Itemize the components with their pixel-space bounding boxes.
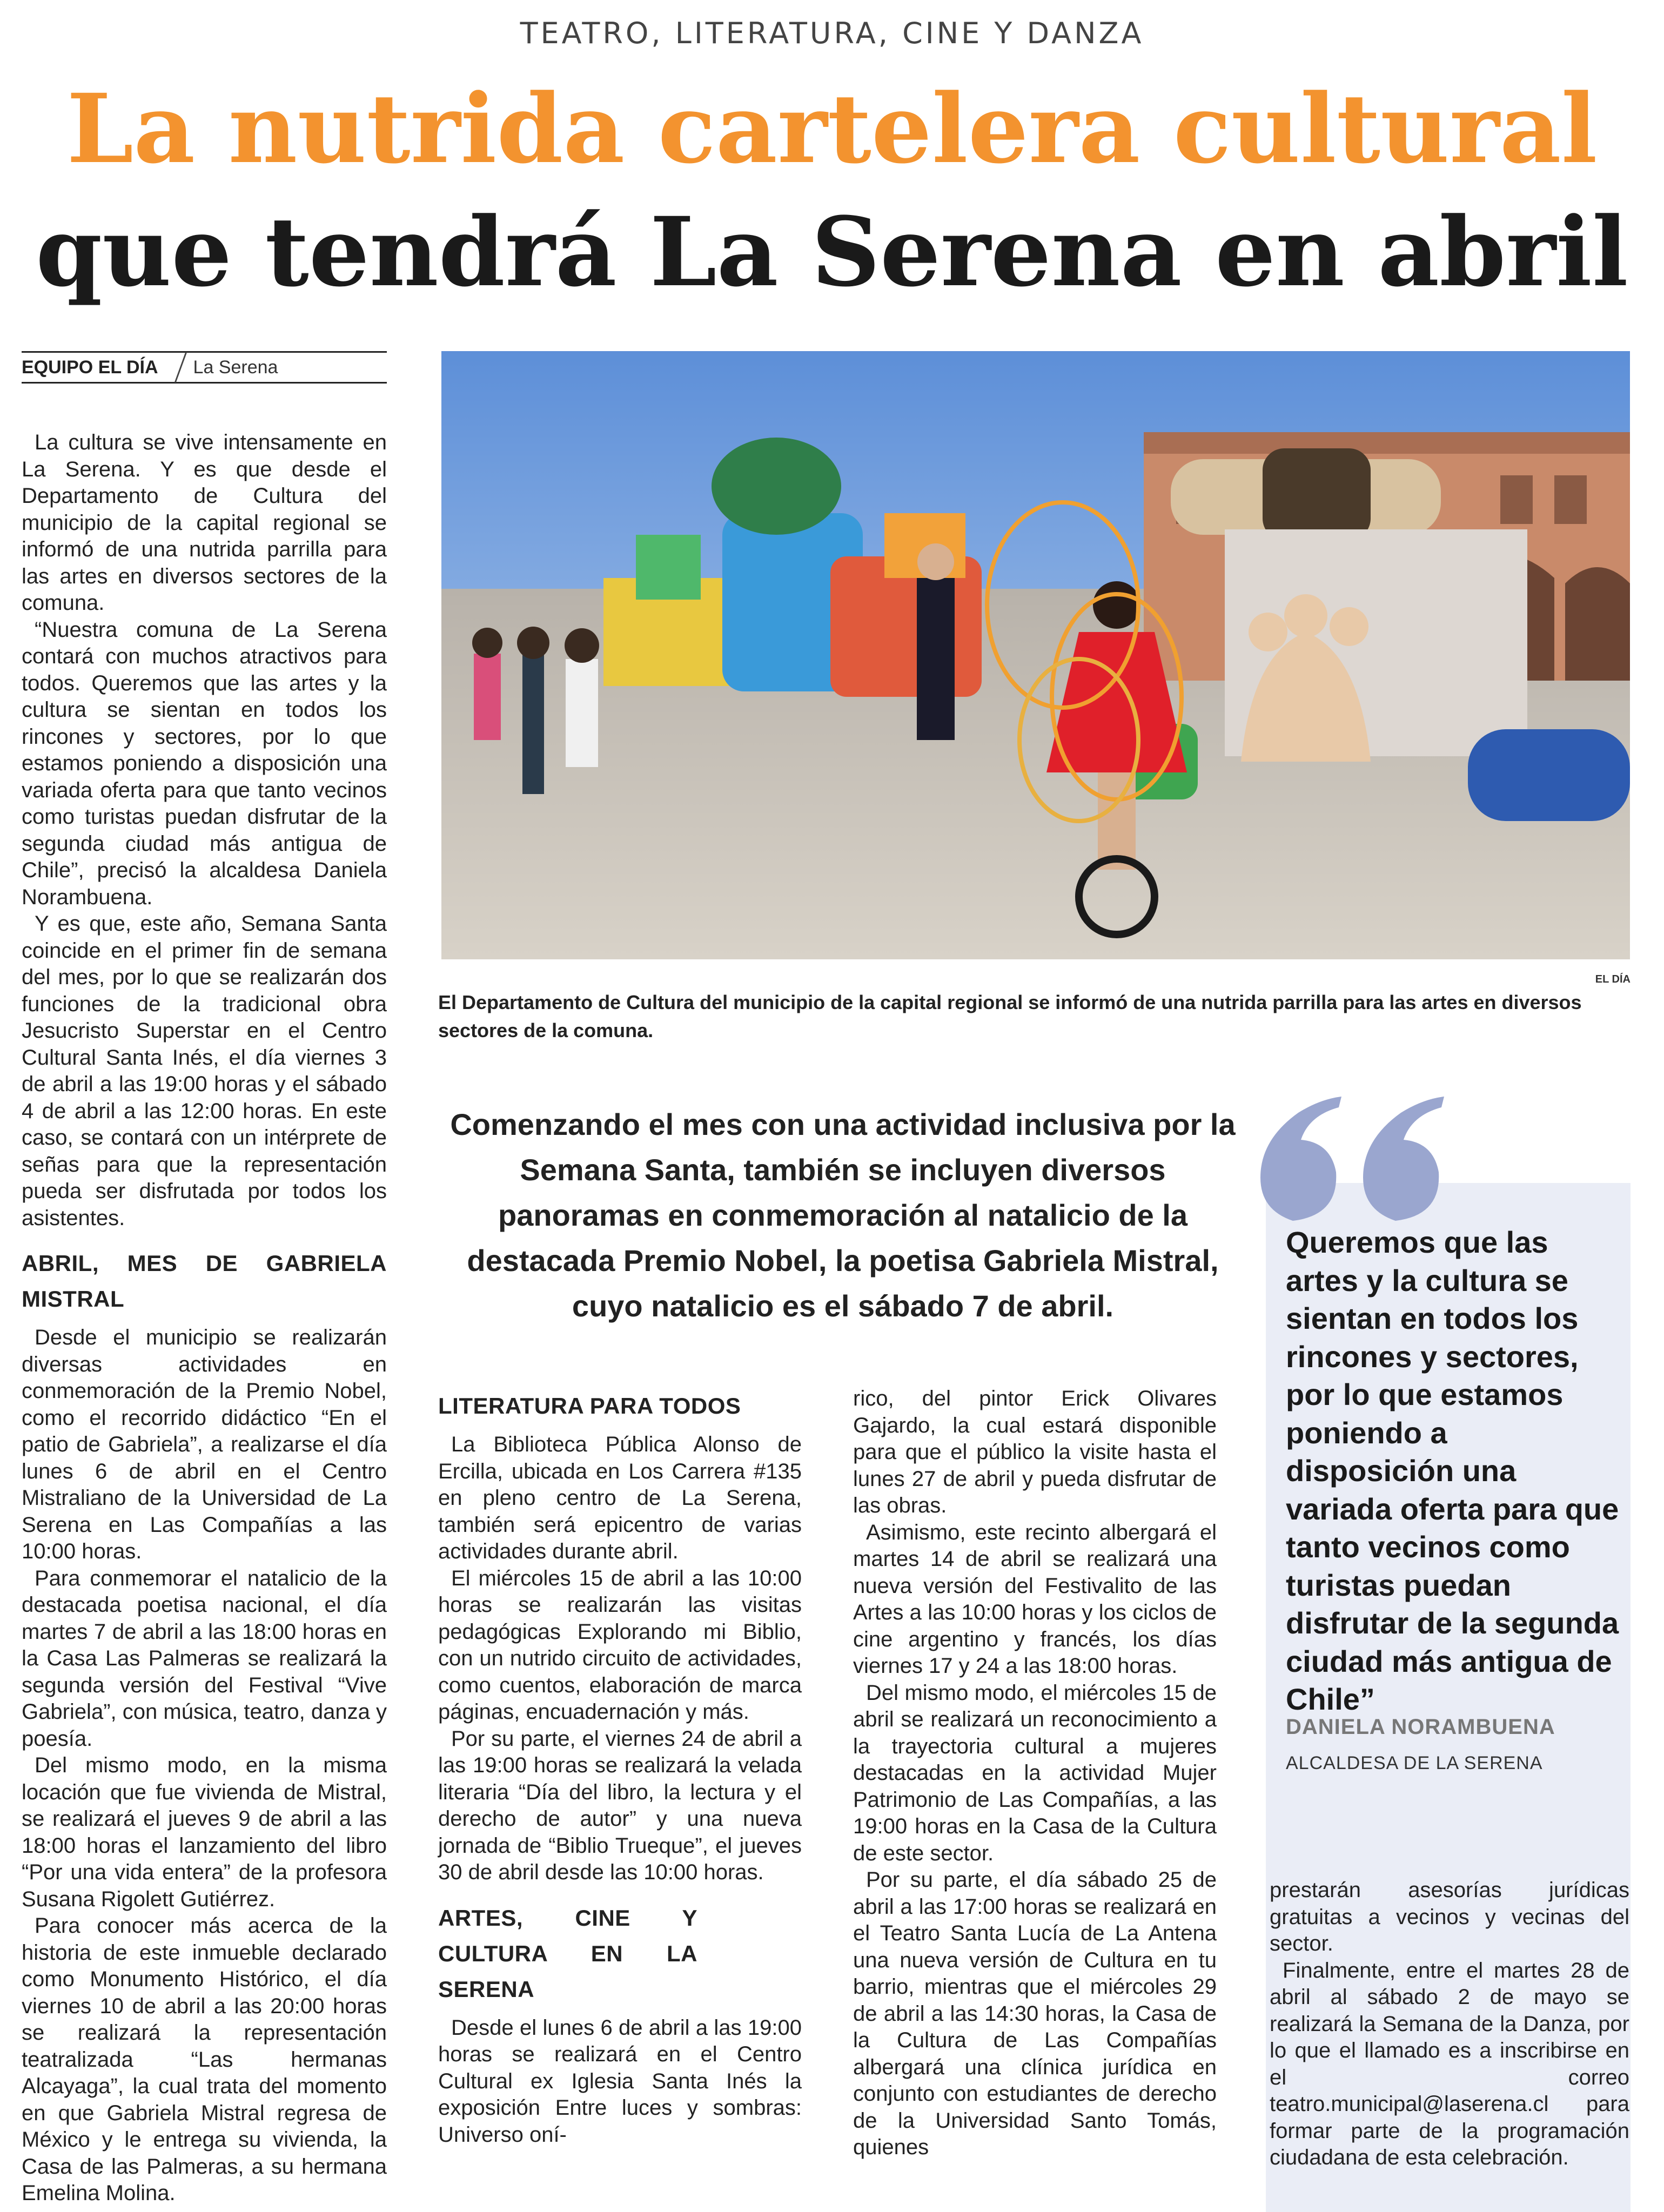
column-1: [22, 429, 387, 2207]
section-heading: ABRIL, MES DE GABRIELA MISTRAL: [22, 1250, 387, 1312]
section-heading: ARTES, CINE Y CULTURA EN LA SERENA: [438, 1905, 697, 2002]
paragraph: La Biblioteca Pública Alonso de Ercilla, ubicada en Los Carrera #135 en pleno centro de La Serena, también será epicentro de varias actividades durante abril.: [438, 1433, 802, 1563]
paragraph: La cultura se vive intensamente en La Serena. Y es que desde el Departamento de Cultura del municipio de la capital regional se informó de una nutrida parrilla para las artes en diversos sectores de la comuna.: [22, 431, 387, 615]
paragraph: Del mismo modo, el miércoles 15 de abril se realizará un reconocimiento a la trayectoria cultural a mujeres destacadas en la actividad Mujer Patrimonio de Las Compañías, a las 19:00 horas en la Casa de la Cultura de este sector.: [853, 1680, 1217, 1865]
paragraph: Para conocer más acerca de la historia de este inmueble declarado como Monumento Histórico, el día viernes 10 de abril a las 20:00 horas se realizará la representación teatralizada “Las hermanas Alcayaga”, la cual trata del momento en que Gabriela Mistral regresa de México y le entrega su vivienda, la Casa de las Palmeras, a su hermana Emelina Molina.: [22, 1914, 387, 2205]
byline-author: EQUIPO EL DÍA: [22, 357, 158, 378]
paragraph: “Nuestra comuna de La Serena contará con muchos atractivos para todos. Queremos que las artes y la cultura se sientan en todos los rincones y sectores, por lo que estamos poniendo a disposición una variada oferta para que tanto vecinos como turistas puedan disfrutar de la segunda ciudad más antigua de Chile”, precisó la alcaldesa Daniela Norambuena.: [22, 617, 387, 909]
photo-credit: EL DÍA: [1595, 973, 1631, 985]
headline-rest: que tendrá La Serena en abril: [36, 196, 1628, 308]
quote-author-role: ALCALDESA DE LA SERENA: [1286, 1753, 1543, 1773]
byline-location: La Serena: [193, 357, 278, 378]
paragraph: Finalmente, entre el martes 28 de abril al sábado 2 de mayo se realizará la Semana de la Danza, por lo que el llamado es a inscribirse en el correo teatro.municipal@laserena.cl para formar parte de la programación ciudadana de esta celebración.: [1270, 1958, 1629, 2169]
pull-quote: Comenzando el mes con una actividad inclusiva por la Semana Santa, también se incluyen diversos panoramas en conmemoración al natalicio de la destacada Premio Nobel, la poetisa Gabriela Mistral, cuyo natalicio es el sábado 7 de abril.: [450, 1107, 1236, 1323]
paragraph: Desde el municipio se realizarán diversas actividades en conmemoración de la Premio Nobel, como el recorrido didáctico “En el patio de Gabriela”, a realizarse el día lunes 6 de abril en el Centro Mistraliano de la Universidad de La Serena en Las Compañías a las 10:00 horas.: [22, 1326, 387, 1563]
column-2: [438, 1388, 802, 2148]
column-4: [1270, 1877, 1629, 2171]
paragraph: Asimismo, este recinto albergará el martes 14 de abril se realizará una nueva versión del Festivalito de las Artes a las 10:00 horas y los ciclos de cine argentino y francés, los días viernes 17 y 24 a las 18:00 horas.: [853, 1520, 1217, 1678]
paragraph: Por su parte, el día sábado 25 de abril a las 17:00 horas se realizará en el Teatro Santa Lucía de La Antena una nueva versión de Cultura en tu barrio, mientras que el miércoles 29 de abril a las 14:30 horas, la Casa de la Cultura de Las Compañías albergará una clínica jurídica en conjunto con estudiantes de derecho de la Universidad Santo Tomás, quienes: [853, 1868, 1217, 2159]
quote-text: Queremos que las artes y la cultura se sientan en todos los rincones y sectores, por lo que estamos poniendo a disposición una variada oferta para que tanto vecinos como turistas puedan disfrutar de la segunda ciudad más antigua de Chile”: [1286, 1225, 1619, 1716]
paragraph: Por su parte, el viernes 24 de abril a las 19:00 horas se realizará la velada literaria “Día del libro, la lectura y el derecho de autor” y una nueva jornada de “Biblio Trueque”, el jueves 30 de abril desde las 10:00 horas.: [438, 1726, 802, 1884]
photo-illustration: [441, 351, 1630, 959]
paragraph: prestarán asesorías jurídicas gratuitas a vecinos y vecinas del sector.: [1270, 1878, 1629, 1955]
byline: [22, 351, 387, 384]
paragraph: El miércoles 15 de abril a las 10:00 horas se realizarán las visitas pedagógicas Explorando mi Biblio, con un nutrido circuito de actividades, como cuentos, elaboración de marca páginas, encuadernación y más.: [438, 1566, 802, 1724]
headline-highlight: La nutrida cartelera cultural: [66, 73, 1598, 185]
column-3: [853, 1386, 1217, 2161]
article-photo: [441, 351, 1630, 959]
paragraph: rico, del pintor Erick Olivares Gajardo, la cual estará disponible para que el público la visite hasta el lunes 27 de abril y pueda disfrutar de las obras.: [853, 1387, 1217, 1517]
byline-divider: [174, 352, 186, 382]
quote-mark-icon: [1250, 1075, 1466, 1226]
quote-author: DANIELA NORAMBUENA: [1286, 1715, 1555, 1739]
section-heading: LITERATURA PARA TODOS: [438, 1393, 741, 1418]
photo-caption: El Departamento de Cultura del municipio de la capital regional se informó de una nutrida parrilla para las artes en diversos sectores de la comuna.: [438, 991, 1582, 1041]
article-headline: [22, 68, 1642, 314]
section-tag: TEATRO, LITERATURA, CINE Y DANZA: [520, 16, 1144, 50]
paragraph: Para conmemorar el natalicio de la destacada poetisa nacional, el día martes 7 de abril a las 18:00 horas en la Casa Las Palmeras se realizará la segunda versión del Festival “Vive Gabriela”, con música, teatro, danza y poesía.: [22, 1566, 387, 1751]
paragraph: Desde el lunes 6 de abril a las 19:00 horas se realizará en el Centro Cultural ex Iglesia Santa Inés la exposición Entre luces y sombras: Universo oní-: [438, 2015, 802, 2147]
paragraph: Y es que, este año, Semana Santa coincide en el primer fin de semana del mes, por lo que se realizarán dos funciones de la tradicional obra Jesucristo Superstar en el Centro Cultural Santa Inés, el día viernes 3 de abril a las 19:00 horas y el sábado 4 de abril a las 12:00 horas. En este caso, se contará con un intérprete de señas para que la representación pueda ser disfrutada por todos los asistentes.: [22, 912, 387, 1230]
paragraph: Del mismo modo, en la misma locación que fue vivienda de Mistral, se realizará el jueves 9 de abril a las 18:00 horas el lanzamiento del libro “Por una vida entera” de la profesora Susana Rigolett Gutiérrez.: [22, 1753, 387, 1911]
